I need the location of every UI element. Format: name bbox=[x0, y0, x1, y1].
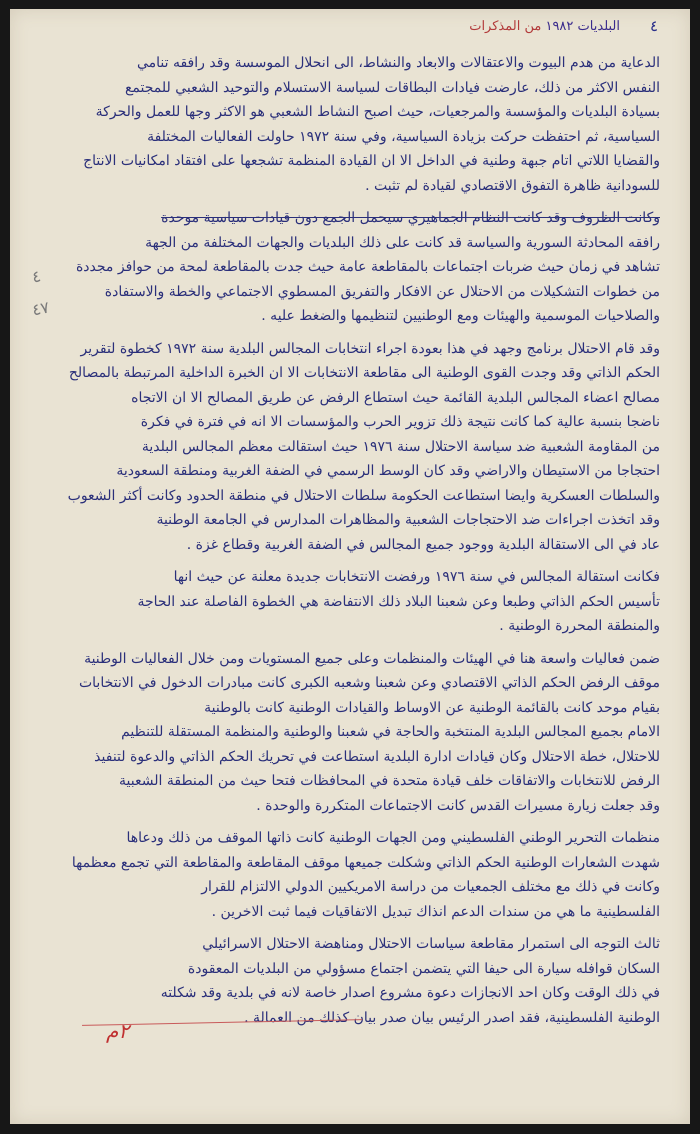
text-line: ثالث التوجه الى استمرار مقاطعة سياسات الاحتلال ومناهضة الاحتلال الاسرائيلي bbox=[202, 936, 660, 952]
paragraph-gap bbox=[48, 557, 660, 565]
text-line: وقد اتخذت اجراءات ضد الاحتجاجات الشعبية والمظاهرات المدارس في الجامعة الوطنية bbox=[156, 512, 660, 528]
header-suffix: من المذكرات bbox=[469, 19, 542, 34]
text-line: في ذلك الوقت وكان احد الانجازات دعوة مشروع اصدار خاصة لانه في بلدية وقد شكلته bbox=[160, 985, 660, 1001]
text-line: فكانت استقالة المجالس في سنة ١٩٧٦ ورفضت الانتخابات جديدة معلنة عن حيث انها bbox=[173, 569, 660, 585]
text-line: والسلطات العسكرية وايضا استطاعت الحكومة سلطات الاحتلال في منطقة الحدود وكانت أكثر الشعوب bbox=[67, 487, 660, 504]
signature: ٢م bbox=[106, 1019, 130, 1043]
paragraph bbox=[48, 206, 660, 329]
text-line: للاحتلال، خطة الاحتلال وكان قيادات ادارة البلدية استطاعت في تحريك الحكم الذاتي والدعوة لتنفيذ bbox=[94, 748, 660, 765]
text-line: وكانت الظروف وقد كانت النظام الجماهيري سيحمل الجمع دون قيادات سياسية موحدة bbox=[161, 210, 660, 226]
text-line: الفلسطينية ما هي من سندات الدعم انذاك تبديل الاتفاقيات فيما ثبت الاخرين . bbox=[211, 903, 660, 920]
text-line: احتجاجا من الاستيطان والاراضي وقد كان الوسط الرسمي في الضفة الغربية ومنطقة السعودية bbox=[116, 463, 660, 479]
text-line: بقيام موحد كانت بالقائمة الوطنية عن الاوساط والقيادات الوطنية كانت بالوطنية bbox=[204, 699, 660, 716]
text-line: مصالح اعضاء المجالس البلدية القائمة حيث استطاع الرفض عن طريق المصالح الا ان الاتجاه bbox=[131, 389, 660, 406]
paragraph-gap bbox=[48, 639, 660, 647]
text-line: منظمات التحرير الوطني الفلسطيني ومن الجهات الوطنية كانت ذاتها الموقف من ذلك ودعاها bbox=[126, 830, 660, 846]
text-line: الدعاية من هدم البيوت والاعتقالات والابعاد والنشاط، الى انحلال الموسسة وقد رافقه تنامي bbox=[136, 55, 660, 71]
text-line: ناضجا بنسبة عالية كما كانت نتيجة ذلك تزوير الحرب والمؤسسات الا انه في فترة في فكرة bbox=[140, 414, 660, 430]
text-line: رافقه المحادثة السورية والسياسة قد كانت على ذلك البلديات والجهات المختلفة من الجهة bbox=[145, 234, 660, 251]
paragraph-gap bbox=[48, 818, 660, 826]
paragraph bbox=[48, 51, 660, 198]
text-line: الحكم الذاتي وقد وجدت القوى الوطنية الى مقاطعة الانتخابات الا ان الخبرة الداخلية المرتبطة بالمصالح bbox=[68, 365, 660, 381]
text-line: النفس الاكثر من ذلك، عارضت فيادات البطاقات لسياسة الاستسلام والتوحيد الشعبي للمجتمع bbox=[124, 79, 660, 96]
paragraph bbox=[48, 337, 660, 558]
header-date: ١٩٨٢ bbox=[545, 19, 574, 34]
header-prefix: البلديات bbox=[577, 19, 620, 34]
text-line: ضمن فعاليات واسعة هنا في الهيئات والمنظمات وعلى جميع المستويات ومن خلال الفعاليات الوطنية bbox=[84, 650, 660, 667]
paragraph bbox=[48, 565, 660, 639]
text-line: وقد جعلت زيارة مسيرات القدس كانت الاجتماعات المتكررة والوحدة . bbox=[256, 797, 660, 814]
text-line: والمنطقة المحررة الوطنية . bbox=[499, 618, 660, 634]
paragraph bbox=[48, 647, 660, 819]
text-line: تأسيس الحكم الذاتي وطبعا وعن شعبنا البلاد ذلك الانتفاضة هي الخطوة الفاصلة عند الحاجة bbox=[137, 593, 660, 610]
text-line: شهدت الشعارات الوطنية الحكم الذاتي وشكلت جميعها موقف المقاطعة والمقاطعة التي تجمع معظمها bbox=[71, 854, 660, 871]
text-line: الامام بجميع المجالس البلدية المنتخبة والحاجة في شعبنا والوطنية والمنظمة المستقلة للتنظيم bbox=[121, 724, 660, 740]
text-line: السياسية، ثم احتفظت حركت بزيادة السياسية، وفي سنة ١٩٧٢ حاولت الفعاليات المختلفة bbox=[147, 128, 660, 145]
text-line: تشاهد في زمان حيث ضربات اجتماعات بالمقاطعة عامة حيث جدت بالمقاطعة لمحة من حوافز مجددة bbox=[75, 259, 660, 275]
text-line: السكان قوافله سيارة الى حيفا التي يتضمن اجتماع مسؤولي من البلديات المعقودة bbox=[187, 960, 660, 977]
page-number: ٤ bbox=[649, 17, 658, 35]
text-line: من المقاومة الشعبية ضد سياسة الاحتلال سنة ١٩٧٦ حيث استقالت معظم المجالس البلدية bbox=[141, 438, 660, 455]
manuscript-page bbox=[10, 9, 690, 1124]
text-line: والصلاحيات الموسمية والهيئات ومع الوطنيين لتنظيمها والضغط عليه . bbox=[261, 308, 660, 324]
margin-note: ٤٧ bbox=[30, 297, 51, 320]
paragraph-gap bbox=[48, 924, 660, 932]
text-line: موقف الرفض الحكم الذاتي الاقتصادي وعن شعبنا وشعبه الكبرى كانت مبادرات الدخول في الانتخابات bbox=[78, 675, 660, 691]
text-line: من خطوات التشكيلات من الاحتلال عن الافكار والتفريق المسطوي الاجتماعي والخطة والاستفادة bbox=[104, 283, 660, 300]
paragraph-gap bbox=[48, 329, 660, 337]
text-line: والقضايا اللاتي اتام جبهة وطنية في الداخل الا ان القيادة المنظمة تشجعها على افتقاد امكانيات الانتاج bbox=[83, 153, 660, 169]
text-line: الرفض للانتخابات والاتفاقات خلف قيادة متحدة في المحافظات فتحا حيث من المنطقة الشعبية bbox=[119, 773, 660, 789]
paragraph bbox=[48, 826, 660, 924]
paragraph-gap bbox=[48, 198, 660, 206]
paragraph bbox=[48, 932, 660, 1030]
page-header bbox=[469, 19, 620, 34]
text-line: وكانت في ذلك مع مختلف الجمعيات من دراسة الامريكيين الدولي الالتزام للقرار bbox=[201, 879, 660, 895]
manuscript-body bbox=[48, 51, 660, 1030]
text-line: بسيادة البلديات والمؤسسة والمرجعيات، حيث اصبح النشاط الشعبي هو الاكثر وجها للعمل والحركة bbox=[95, 104, 660, 120]
margin-note: ٤ bbox=[30, 266, 43, 287]
text-line: للسودانية ظاهرة التفوق الاقتصادي لقيادة لم تثبت . bbox=[365, 177, 660, 194]
text-line: عاد في الى الاستقالة البلدية ووجود جميع المجالس في الضفة الغربية وقطاع غزة . bbox=[186, 536, 660, 553]
text-line: الوطنية الفلسطينية، فقد اصدر الرئيس بيان صدر بيان كذلك من العمالة . bbox=[244, 1009, 660, 1026]
text-line: وقد قام الاحتلال برنامج وجهد في هذا بعودة اجراء انتخابات المجالس البلدية سنة ١٩٧٢ كخطوة لتقرير bbox=[80, 340, 660, 357]
